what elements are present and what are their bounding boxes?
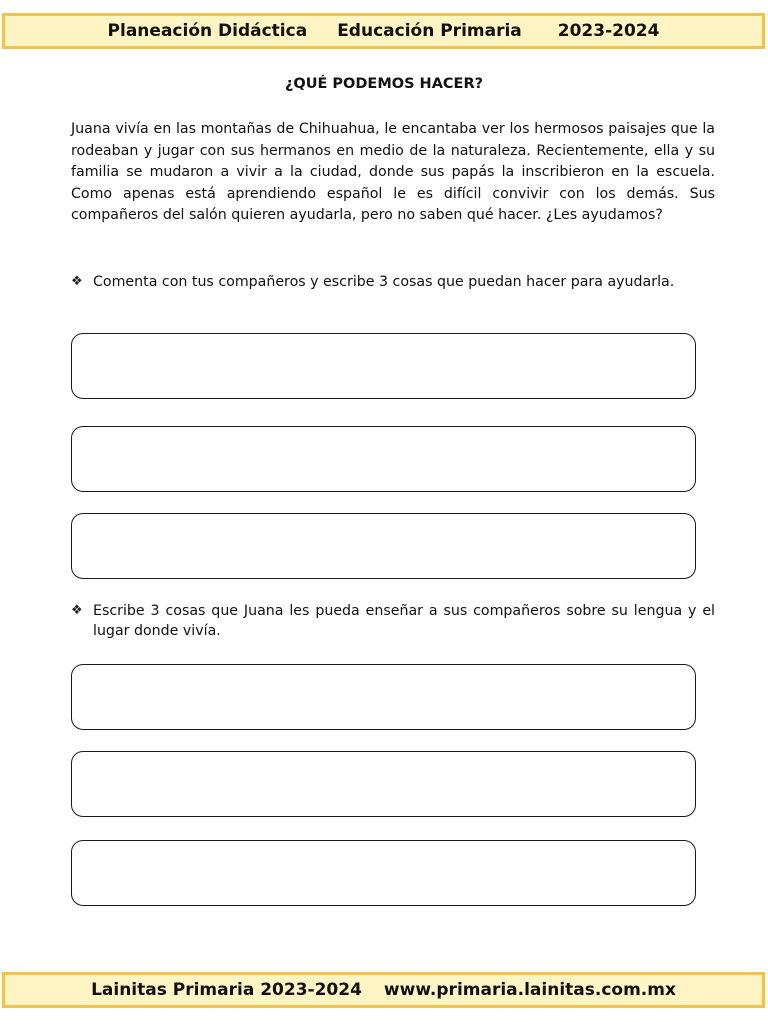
header-banner xyxy=(2,13,765,49)
page-title: ¿QUÉ PODEMOS HACER? xyxy=(284,76,484,92)
answer-box-6[interactable] xyxy=(71,840,696,906)
header-year: 2023-2024 xyxy=(557,21,660,41)
footer-url: www.primaria.lainitas.com.mx xyxy=(383,980,676,1000)
footer-banner xyxy=(2,972,765,1008)
question-1 xyxy=(71,272,715,292)
answer-box-4[interactable] xyxy=(71,664,696,730)
header-educacion: Educación Primaria xyxy=(337,21,522,41)
answer-box-3[interactable] xyxy=(71,513,696,579)
answer-box-2[interactable] xyxy=(71,426,696,492)
answer-box-1[interactable] xyxy=(71,333,696,399)
footer-brand: Lainitas Primaria 2023-2024 xyxy=(91,980,362,1000)
answer-box-5[interactable] xyxy=(71,751,696,817)
diamond-bullet-icon: ❖ xyxy=(71,603,83,618)
question-1-text: Comenta con tus compañeros y escribe 3 cosas que puedan hacer para ayudarla. xyxy=(93,274,675,290)
story-paragraph: Juana vivía en las montañas de Chihuahua, le encantaba ver los hermosos paisajes que la rodeaban y jugar con sus hermanos en medio de la naturaleza. Recientemente, ella y su familia se mudaron a vivir a la ciudad, donde sus papás la inscribieron en la escuela. Como apenas está aprendiendo español le es difícil convivir con los demás. Sus compañeros del salón quieren ayudarla, pero no saben qué hacer. ¿Les ayudamos? xyxy=(71,121,715,223)
question-2 xyxy=(71,601,715,641)
diamond-bullet-icon: ❖ xyxy=(71,274,83,289)
question-2-text: Escribe 3 cosas que Juana les pueda enseñar a sus compañeros sobre su lengua y el lugar donde vivía. xyxy=(93,603,715,639)
header-planeacion: Planeación Didáctica xyxy=(107,21,308,41)
